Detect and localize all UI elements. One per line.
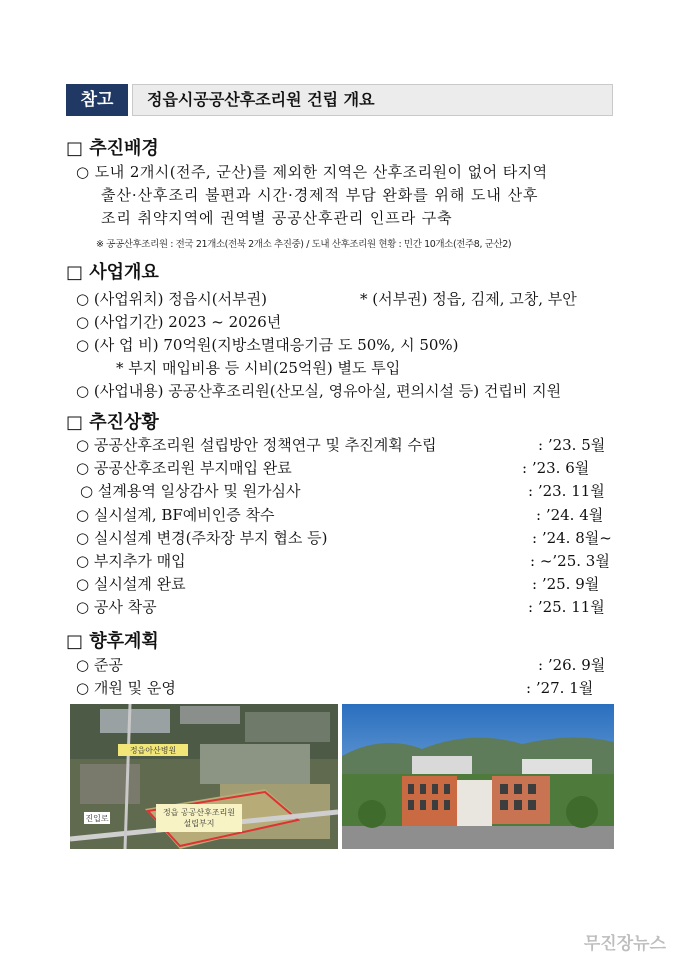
section-heading-progress: □ 추진상황: [66, 412, 159, 433]
section-heading-background: □ 추진배경: [66, 138, 159, 159]
plan-item-1: ○ 준공: [76, 656, 123, 674]
progress-date-4: : ’24. 4월: [536, 506, 604, 524]
progress-date-5: : ’24. 8월~: [532, 529, 612, 547]
aerial-road-label: 진입로: [85, 814, 109, 823]
overview-location: ○ (사업위치) 정읍시(서부권): [76, 290, 267, 308]
progress-item-4: ○ 실시설계, BF예비인증 착수: [76, 506, 275, 524]
background-line-3: 조리 취약지역에 권역별 공공산후관리 인프라 구축: [101, 209, 453, 227]
plan-item-2: ○ 개원 및 운영: [76, 679, 176, 697]
header-tag: 참고: [66, 84, 128, 116]
background-line-1: ○ 도내 2개시(전주, 군산)를 제외한 지역은 산후조리원이 없어 타지역: [76, 163, 548, 181]
section-heading-overview: □ 사업개요: [66, 262, 159, 283]
progress-date-2: : ’23. 6월: [522, 459, 590, 477]
aerial-site-label-1: 정읍 공공산후조리원: [162, 808, 236, 817]
section-heading-plan: □ 향후계획: [66, 631, 159, 652]
building-rendering-photo: [342, 704, 614, 849]
page-title: 정읍시공공산후조리원 건립 개요: [132, 84, 613, 116]
progress-item-8: ○ 공사 착공: [76, 598, 157, 616]
aerial-site-photo: [70, 704, 338, 849]
overview-budget: ○ (사 업 비) 70억원(지방소멸대응기금 도 50%, 시 50%): [76, 336, 459, 354]
progress-item-6: ○ 부지추가 매입: [76, 552, 186, 570]
progress-item-3: ○ 설계용역 일상감사 및 원가심사: [80, 482, 301, 500]
watermark: 무진장뉴스: [583, 934, 666, 954]
background-note: ※ 공공산후조리원 : 전국 21개소(전북 2개소 추진중) / 도내 산후조리원 현황 : 민간 10개소(전주8, 군산2): [96, 239, 512, 250]
overview-content: ○ (사업내용) 공공산후조리원(산모실, 영유아실, 편의시설 등) 건립비 지원: [76, 382, 562, 400]
plan-date-1: : ’26. 9월: [538, 656, 606, 674]
progress-date-3: : ’23. 11월: [528, 482, 605, 500]
progress-item-2: ○ 공공산후조리원 부지매입 완료: [76, 459, 292, 477]
aerial-site-label-2: 설립부지: [183, 819, 215, 828]
aerial-facility-label: 정읍아산병원: [129, 746, 177, 755]
plan-date-2: : ’27. 1월: [526, 679, 594, 697]
progress-date-7: : ’25. 9월: [532, 575, 600, 593]
overview-budget-note: * 부지 매입비용 등 시비(25억원) 별도 투입: [116, 359, 401, 377]
progress-date-6: : ~’25. 3월: [530, 552, 610, 570]
progress-item-7: ○ 실시설계 완료: [76, 575, 186, 593]
background-line-2: 출산·산후조리 불편과 시간·경제적 부담 완화를 위해 도내 산후: [101, 186, 539, 204]
overview-location-note: * (서부권) 정읍, 김제, 고창, 부안: [360, 290, 577, 308]
progress-item-5: ○ 실시설계 변경(주차장 부지 협소 등): [76, 529, 328, 547]
progress-item-1: ○ 공공산후조리원 설립방안 정책연구 및 추진계획 수립: [76, 436, 437, 454]
progress-date-1: : ’23. 5월: [538, 436, 606, 454]
overview-period: ○ (사업기간) 2023 ~ 2026년: [76, 313, 282, 331]
progress-date-8: : ’25. 11월: [528, 598, 605, 616]
header-box: [66, 84, 613, 116]
